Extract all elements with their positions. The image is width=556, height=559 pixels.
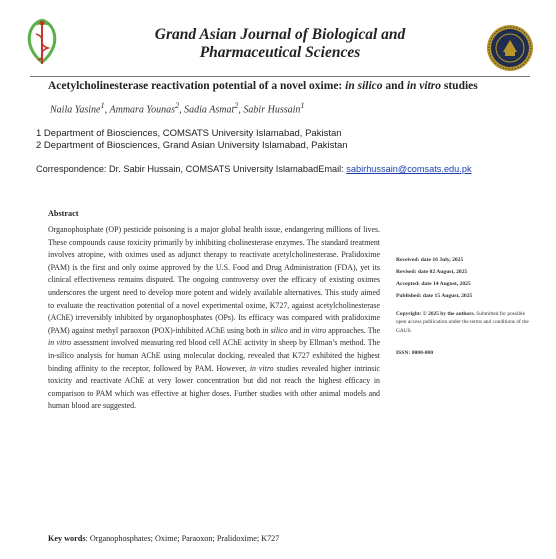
article-title-italic-1: in silico: [345, 80, 383, 92]
journal-title-line1: Grand Asian Journal of Biological and: [154, 26, 406, 43]
author-name: Sabir Hussain: [243, 104, 301, 116]
correspondence: [36, 164, 472, 174]
abstract-heading: Abstract: [48, 209, 79, 218]
abstract-text: and: [287, 325, 304, 335]
abstract-italic: in vitro: [48, 338, 72, 348]
abstract-italic: in vitro: [303, 325, 327, 335]
journal-title: [120, 26, 440, 62]
author-affiliation-mark: 1: [100, 101, 105, 110]
accepted-date: Accepted: date 14 August, 2025: [396, 281, 471, 287]
revised-date: Revised: date 02 August, 2025: [396, 269, 468, 275]
received-date: Received: date 16 July, 2025: [396, 257, 464, 263]
abstract-italic: in silico: [262, 325, 288, 335]
author-list: Naila Yasine$^1$, Ammara Younas$^2$, Sadia Asmat$^2$, Sabir Hussain$^1$: [50, 101, 305, 116]
issn: ISSN: 0000-000: [396, 350, 434, 356]
author-affiliation-mark: 1: [300, 101, 305, 110]
copyright-label: Copyright: © 2025 by the authors.: [396, 311, 475, 317]
email-link[interactable]: sabirhussain@comsats.edu.pk: [346, 164, 472, 174]
article-title: [48, 80, 528, 92]
journal-title-line2: Pharmaceutical Sciences: [199, 44, 361, 61]
correspondence-text: Correspondence: Dr. Sabir Hussain, COMSATS University IslamabadEmail:: [36, 164, 347, 174]
article-title-prefix: Acetylcholinesterase reactivation potential of a novel oxime:: [48, 80, 346, 92]
author-name: Ammara Younas: [109, 104, 175, 116]
published-date: Published: date 15 August, 2025: [396, 293, 473, 299]
header-divider: [30, 76, 530, 77]
article-title-suffix: studies: [441, 80, 478, 92]
journal-header: [0, 0, 556, 78]
copyright-text: Submitted for possible open access publication under the terms and conditions of the GAUS.: [396, 311, 529, 334]
university-seal-icon: [486, 24, 534, 72]
abstract-body: [48, 224, 380, 413]
author-affiliation-mark: 2: [174, 101, 180, 110]
abstract-text: approaches. The: [326, 325, 380, 335]
article-title-italic-2: in vitro: [406, 80, 441, 92]
abstract-text: studies revealed higher intrinsic toxicity and reactivate AChE at very lower concentration but did not reach the highest efficacy in comparison to PAM which was effective at higher doses. Further studies with other animal models and human blood are suggested.: [48, 363, 380, 411]
author-affiliation-mark: 2: [234, 101, 239, 110]
copyright-notice: [396, 310, 534, 335]
keywords: [48, 534, 279, 543]
affiliation-2: 2 Department of Biosciences, Grand Asian University Islamabad, Pakistan: [36, 140, 348, 151]
affiliation-1: 1 Department of Biosciences, COMSATS University Islamabad, Pakistan: [36, 128, 342, 139]
keywords-label: Key words: [48, 534, 86, 543]
abstract-text: assessment involved measuring red blood cell AChE activity in sheep by Ellman’s method. The in-silico analysis for human AChE using molecular docking, revealed that K727 exhibited the highest binding affinity to the receptor, followed by PAM. However,: [48, 338, 380, 373]
abstract-italic: in vitro: [249, 363, 274, 373]
caduceus-leaf-logo-icon: [20, 14, 64, 70]
author-name: Naila Yasine: [50, 104, 101, 116]
keywords-text: : Organophosphates; Oxime; Paraoxon; Pralidoxime; K727: [85, 534, 280, 543]
abstract-text: Organophosphate (OP) pesticide poisoning is a major global health issue, endangering millions of lives. These compounds cause toxicity primarily by inhibiting cholinesterase enzymes. The standard treatment involves atropine, with oximes used as adjunct therapy to reactivate acetylcholinesterase. Pralidoxime (PAM) is the first and only oxime approved by the U.S. Food and Drug Administration (FDA), yet its clinical effectiveness remains disputed. The ongoing controversy over the efficacy of existing oximes underscores the urgent need to develop more potent and widely available alternatives. This study aimed to evaluate the reactivation potential of a novel experimental oxime, K727, against acetylcholinesterase (AChE) irreversibly inhibited by organophosphates (OPs). Its efficacy was compared with pralidoxime (PAM) against methyl paraoxon (POX)-inhibited AChE using both: [48, 225, 380, 335]
author-name: Sadia Asmat: [184, 104, 235, 116]
article-title-and: and: [382, 80, 407, 92]
